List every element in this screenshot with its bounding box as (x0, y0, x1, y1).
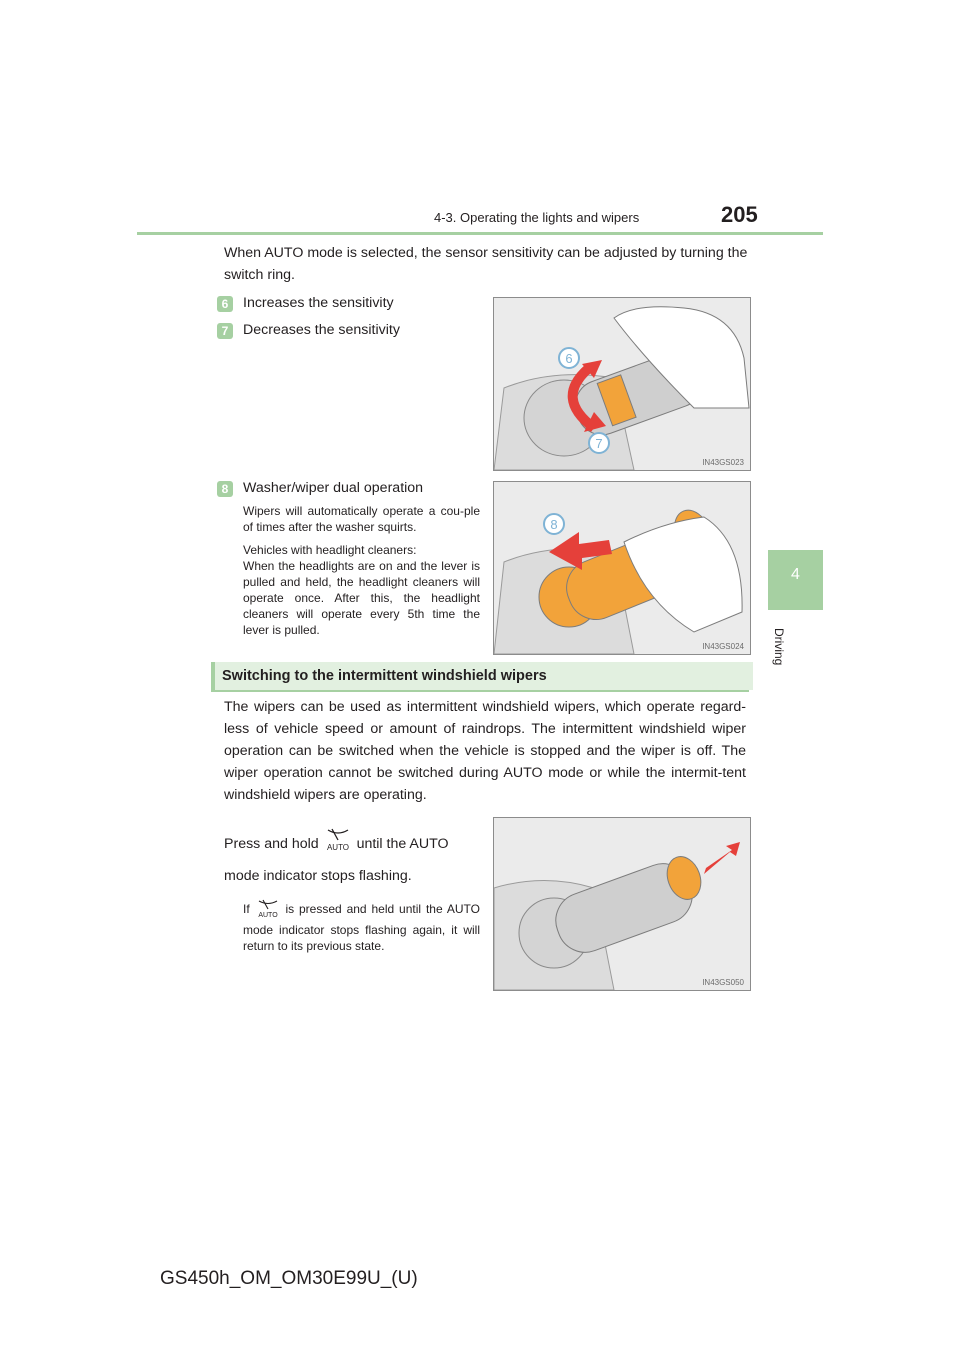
lever-ring-illustration (494, 298, 750, 470)
washer-note: Wipers will automatically operate a cou-ple of times after the washer squirts. (243, 504, 480, 534)
figure-washer-pull (493, 481, 751, 655)
figure-code: IN43GS050 (702, 978, 744, 987)
svg-text:8: 8 (550, 517, 558, 532)
wiper-auto-icon (323, 826, 353, 862)
chapter-label: Driving (772, 628, 786, 666)
note-after-text: is pressed and held until the AUTO mode indicator stops flashing again, it will return to its previous state. (243, 902, 480, 953)
auto-button-illustration (494, 818, 750, 990)
press-hold-instruction (224, 826, 480, 890)
step-label-8: Washer/wiper dual operation (243, 480, 424, 496)
intro-text: When AUTO mode is selected, the sensor sensitivity can be adjusted by turning the switch ring. (224, 245, 748, 283)
note-before-text: If (243, 902, 250, 917)
step-number-8: 8 (217, 481, 233, 497)
step-number-7: 7 (217, 323, 233, 339)
svg-text:7: 7 (595, 436, 603, 451)
headlight-cleaner-title: Vehicles with headlight cleaners: (243, 543, 417, 557)
lever-pull-illustration (494, 482, 750, 654)
svg-text:AUTO: AUTO (257, 912, 278, 918)
section-heading: Switching to the intermittent windshield wipers (222, 668, 547, 684)
step-label-6: Increases the sensitivity (243, 295, 394, 311)
svg-text:AUTO: AUTO (326, 843, 349, 852)
svg-text:6: 6 (565, 351, 573, 366)
return-note (243, 898, 480, 954)
headlight-cleaner-note: When the headlights are on and the lever is pulled and held, the headlight cleaners will operate once. After this, the headlight cleaners will operate every 5th time the lever is pulled. (243, 559, 480, 637)
section-body: The wipers can be used as intermittent windshield wipers, which operate regard-less of vehicle speed or amount of raindrops. The intermittent windshield wiper operation can be switched when the vehicle is stopped and the wiper is off. The wiper operation cannot be switched during AUTO mode or while the intermit-tent windshield wipers are operating. (224, 699, 746, 803)
press-after-text: until the AUTO mode indicator stops flashing. (224, 835, 449, 884)
header-rule (137, 232, 823, 235)
figure-code: IN43GS023 (702, 458, 744, 467)
press-before-text: Press and hold (224, 835, 319, 852)
wiper-auto-icon-small (255, 898, 281, 922)
figure-code: IN43GS024 (702, 642, 744, 651)
step-label-7: Decreases the sensitivity (243, 322, 400, 338)
document-code: GS450h_OM_OM30E99U_(U) (160, 1268, 418, 1289)
section-title: 4-3. Operating the lights and wipers (434, 210, 640, 225)
step-number-6: 6 (217, 296, 233, 312)
figure-sensitivity-ring (493, 297, 751, 471)
page-number: 205 (721, 202, 758, 227)
figure-auto-button (493, 817, 751, 991)
section-rule (211, 690, 749, 692)
chapter-number: 4 (791, 566, 800, 583)
